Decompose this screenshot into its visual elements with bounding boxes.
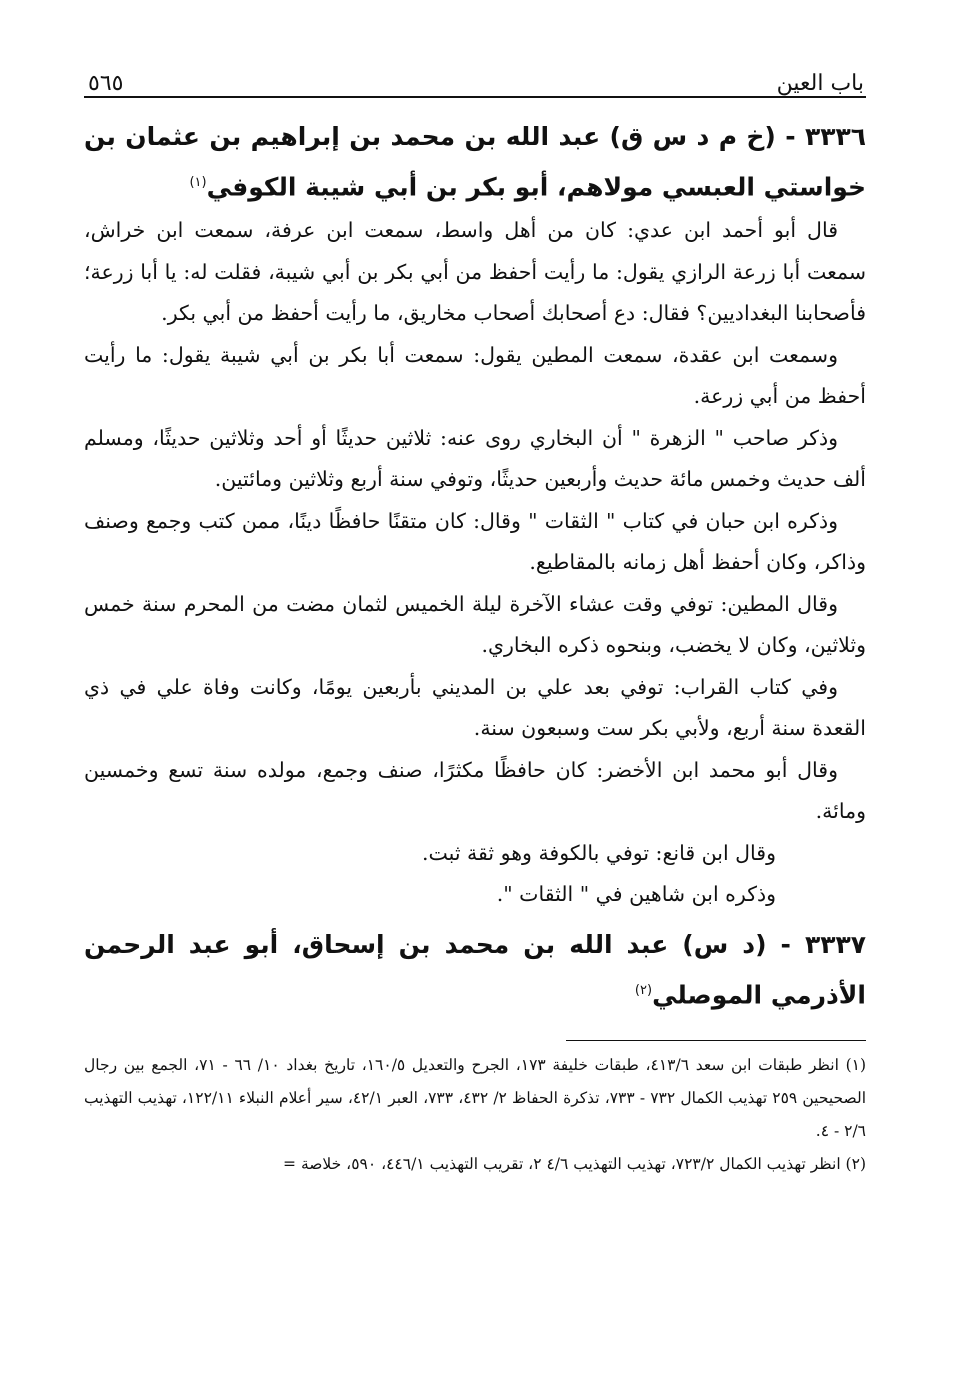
body-paragraph: وفي كتاب القراب: توفي بعد علي بن المديني بأربعين يومًا، وكانت وفاة علي في ذي القعدة سنة أربع، ولأبي بكر ست وسبعون سنة. [84,674,866,741]
body-paragraph: وذكره ابن حبان في كتاب " الثقات " وقال: كان متقنًا حافظًا دينًا، ممن كتب وجمع وصنف وذاكر، وكان أحفظ أهل زمانه بالمقاطيع. [84,508,866,575]
entry-heading-3336 [84,114,866,210]
running-header [84,56,866,98]
chapter-title: باب العين [776,71,864,96]
footnote-ref-1: (١) [189,175,207,190]
footnotes [84,1049,866,1181]
entry-heading-3337 [84,922,866,1018]
body-paragraph: وقال أبو محمد ابن الأخضر: كان حافظًا مكثرًا، صنف وجمع، مولده سنة تسع وخمسين ومائة. [84,757,866,824]
entry-heading-text: ٣٣٣٧ - (د س) عبد الله بن محمد بن إسحاق، أبو عبد الرحمن الأذرمي الموصلي [84,929,866,1010]
footnote-divider [566,1040,866,1041]
body-paragraph: وقال ابن قانع: توفي بالكوفة وهو ثقة ثبت. [421,840,776,865]
footnote-2: (٢) انظر تهذيب الكمال ٧٢٣/٢، تهذيب التهذيب ٤/٦ ٢، تقريب التهذيب ٤٤٦/١، ٥٩٠، خلاصة = [283,1155,866,1174]
entry-heading-text: ٣٣٣٦ - (خ م د س ق) عبد الله بن محمد بن إبراهيم بن عثمان بن خواستي العبسي مولاهم، أبو بكر بن أبي شيبة الكوفي [84,122,866,202]
body-paragraph: وذكر صاحب " الزهرة " أن البخاري روى عنه: ثلاثين حديثًا أو أحد وثلاثين حديثًا، ومسلم ألف حديث وخمس مائة حديث وأربعين حديثًا، وتوفي سنة أربع وثلاثين ومائتين. [84,425,866,492]
page-number: ٥٦٥ [88,71,124,96]
body-paragraph: وسمعت ابن عقدة، سمعت المطين يقول: سمعت أبا بكر بن أبي شيبة يقول: ما رأيت أحفظ من أبي زرعة. [84,342,866,409]
body-paragraph: وذكره ابن شاهين في " الثقات ". [496,882,776,907]
body-paragraph: قال أبو أحمد ابن عدي: كان من أهل واسط، سمعت ابن عرفة، سمعت ابن خراش، سمعت أبا زرعة الرازي يقول: ما رأيت أحفظ من أبي بكر بن أبي شيبة، فقلت له: يا أبا زرعة؛ فأصحابنا البغداديين؟ فقال: دع أصحابك أصحاب مخاريق، ما رأيت أحفظ من أبي بكر. [84,218,866,326]
footnote-1: (١) انظر طبقات ابن سعد ٤١٣/٦، طبقات خليفة ١٧٣، الجرح والتعديل ١٦٠/٥، تاريخ بغداد ١٠/ ٦٦ - ٧١، الجمع بين رجال الصحيحين ٢٥٩ تهذيب الكمال ٧٣٢ - ٧٣٣، تذكرة الحفاظ ٢/ ٤٣٢، ٧٣٣، العبر ٤٢/١، سير أعلام النبلاء ١٢٢/١١، تهذيب التهذيب ٢/٦ - ٤. [84,1056,867,1141]
body-paragraph: وقال المطين: توفي وقت عشاء الآخرة ليلة الخميس لثمان مضت من المحرم سنة خمس وثلاثين، وكان لا يخضب، وبنحوه ذكره البخاري. [84,591,866,658]
footnote-ref-2: (٢) [634,982,653,998]
book-page [84,56,866,1374]
